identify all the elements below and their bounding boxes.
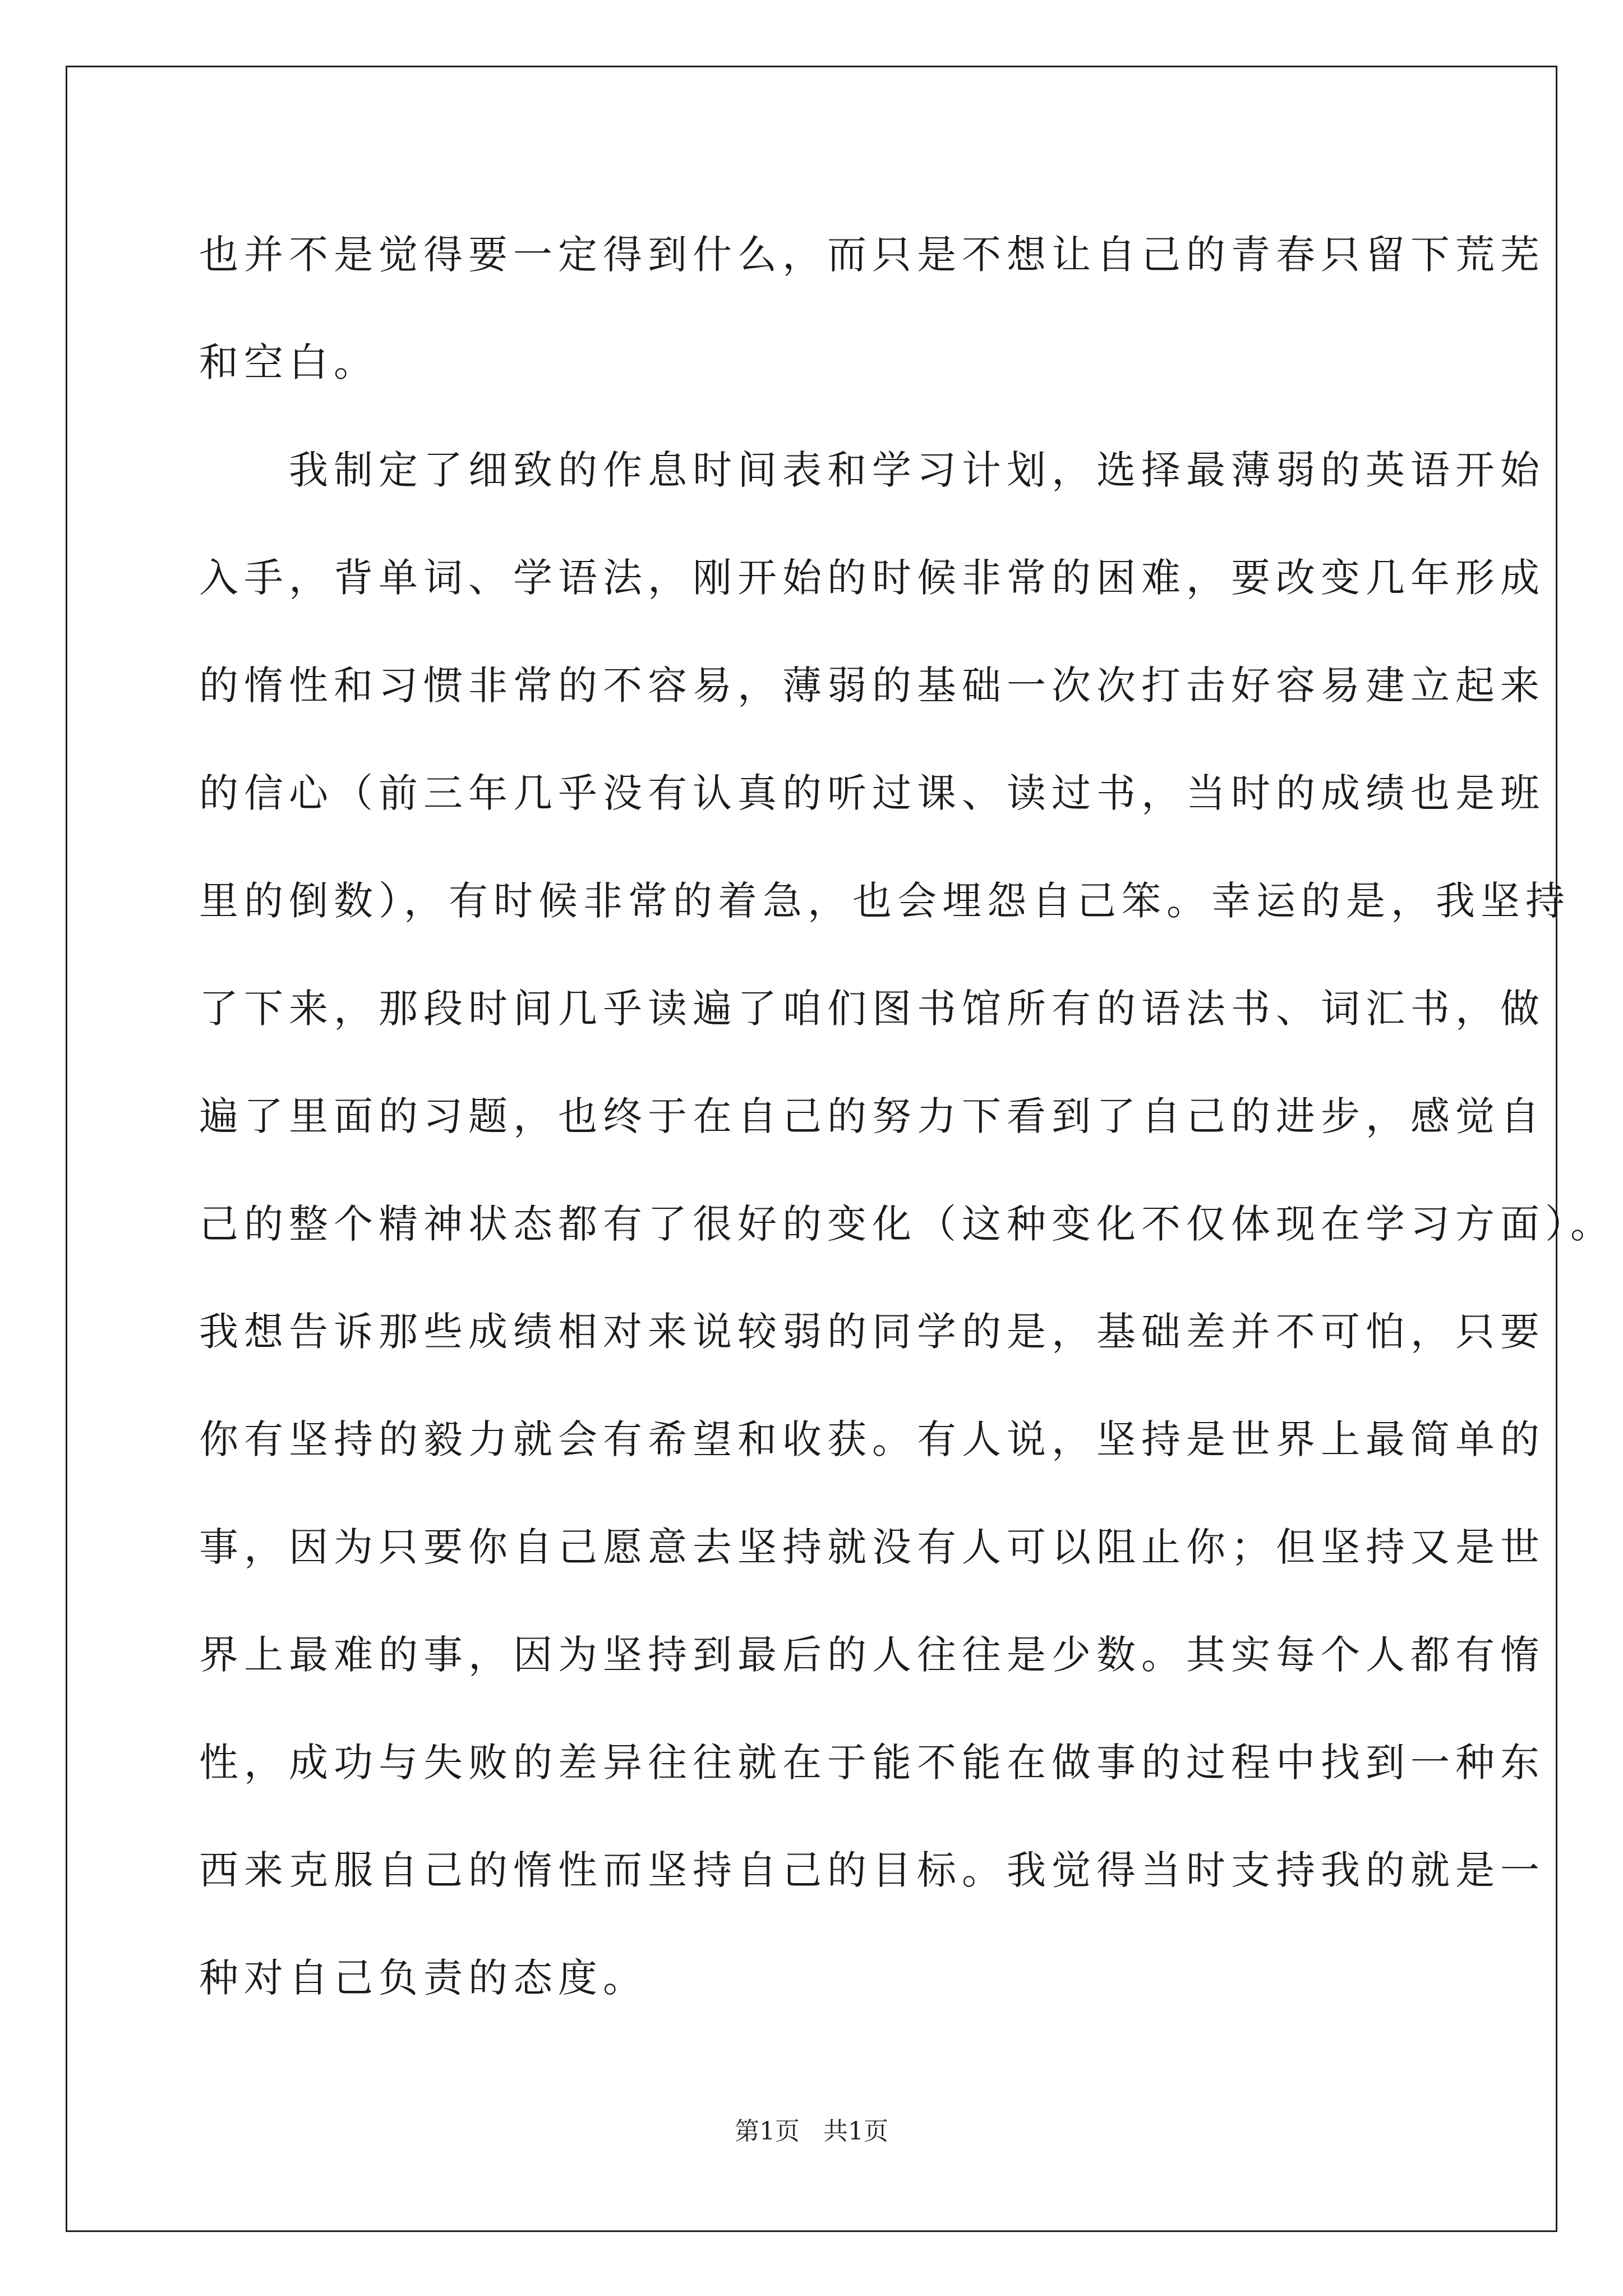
text-line: 入手，背单词、学语法，刚开始的时候非常的困难，要改变几年形成: [199, 555, 1545, 601]
text-line: 我制定了细致的作息时间表和学习计划，选择最薄弱的英语开始: [199, 447, 1545, 493]
text-line: 种对自己负责的态度。: [199, 1955, 648, 2001]
text-line: 己的整个精神状态都有了很好的变化（这种变化不仅体现在学习方面）。: [199, 1201, 1615, 1247]
text-line: 西来克服自己的惰性而坚持自己的目标。我觉得当时支持我的就是一: [199, 1847, 1545, 1893]
text-line: 里的倒数），有时候非常的着急，也会埋怨自己笨。幸运的是，我坚持: [199, 878, 1570, 924]
text-line: 事，因为只要你自己愿意去坚持就没有人可以阻止你；但坚持又是世: [199, 1524, 1545, 1570]
text-line: 我想告诉那些成绩相对来说较弱的同学的是，基础差并不可怕，只要: [199, 1309, 1545, 1355]
text-line: 的信心（前三年几乎没有认真的听过课、读过书，当时的成绩也是班: [199, 770, 1545, 816]
text-line: 性，成功与失败的差异往往就在于能不能在做事的过程中找到一种东: [199, 1740, 1545, 1786]
text-line: 的惰性和习惯非常的不容易，薄弱的基础一次次打击好容易建立起来: [199, 662, 1545, 708]
text-line: 界上最难的事，因为坚持到最后的人往往是少数。其实每个人都有惰: [199, 1632, 1545, 1678]
page-footer: 第1页 共1页: [735, 2117, 888, 2146]
text-line: 你有坚持的毅力就会有希望和收获。有人说，坚持是世界上最简单的: [199, 1416, 1545, 1462]
text-line: 也并不是觉得要一定得到什么，而只是不想让自己的青春只留下荒芜: [199, 232, 1545, 278]
text-line: 了下来，那段时间几乎读遍了咱们图书馆所有的语法书、词汇书，做: [199, 986, 1545, 1032]
document-body: [199, 219, 1615, 2050]
text-line: 遍了里面的习题，也终于在自己的努力下看到了自己的进步，感觉自: [199, 1093, 1545, 1139]
text-line: 和空白。: [199, 339, 379, 385]
